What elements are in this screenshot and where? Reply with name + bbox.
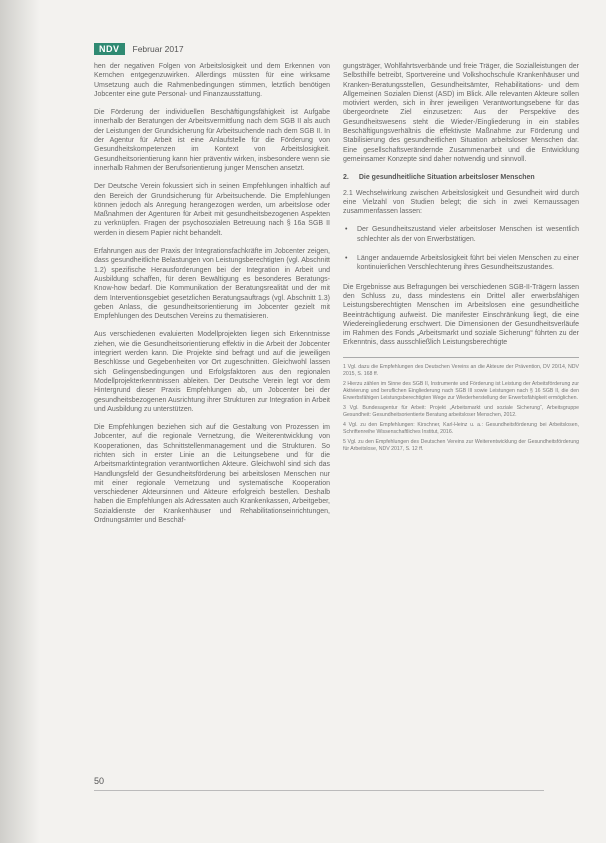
- footnote: 2 Hierzu zählen im Sinne des SGB II, Instrumente und Förderung ist Leistung der Arbeitsförderung zur Aktivierung und beruflichen Eingliederung nach SGB III sowie Leistungen nach § 16 SGB II, die den Erwerbsfähigen Leistungsberechtigten Wege zur Wiederherstellung der Erwerbsfähigkeit ermöglichen.: [343, 380, 579, 401]
- footnote: 1 Vgl. dazu die Empfehlungen des Deutschen Vereins an die Akteure der Prävention, DV 20/14, NDV 2015, S. 168 ff.: [343, 363, 579, 377]
- paragraph: gungsträger, Wohlfahrtsverbände und freie Träger, die Sozialleistungen der Selbsthilfe betreibt, Sportvereine und Volkshochschule Krankenhäuser und Kranken-Beratungsstellen, Gesundheitsämter, Rehabilitations- und dem Allgemeinen Sozialen Dienst (ASD) im Blick. Alle relevanten Akteure sollen motiviert werden, sich in ihrer jeweiligen Verantwortungsebene für das übergeordnete Ziel einzusetzen: Aus der Perspektive des Gesundheitswesens steht die Wieder-/Eingliederung in ein stabiles Beschäftigungsverhältnis die effektivste Maßnahme zur Förderung und Stabilisierung des gesundheitlichen Situation arbeitsloser Menschen dar. Eine gesellschaftsverändernde Zusammenarbeit und die Entwicklung gemeinsamer Konzepte sind daher notwendig und sinnvoll.: [343, 63, 579, 163]
- right-column: [343, 62, 579, 456]
- paragraph: Der Deutsche Verein fokussiert sich in seinen Empfehlungen inhaltlich auf den Bereich der Grundsicherung für Arbeitsuchende. Die Empfehlungen können jedoch als Anregung herangezogen werden, um arbeitslose oder Maßnahmen der Agenturen für Arbeit mit gesundheitsbezogenen Aspekten zu verknüpfen. Fragen der psychosozialen Betreuung nach § 16a SGB II werden in diesem Papier nicht behandelt.: [94, 183, 330, 237]
- page-header: [94, 42, 184, 56]
- paragraph: Die Förderung der individuellen Beschäftigungsfähigkeit ist Aufgabe innerhalb der Beratungen der Arbeitsvermittlung nach dem SGB II als auch der Leistungen der Grundsicherung für Arbeitsuchende nach dem SGB II. In der Agentur für Arbeit ist eine Anlaufstelle für die Förderung von Gesundheitskompetenzen im Kontext von Arbeitslosigkeit. Gesundheitsorientierung kann hier präventiv wirken, insbesondere wenn sie innerhalb Rahmen der Berufsorientierung junger Menschen ansetzt.: [94, 109, 330, 172]
- footnote: 5 Vgl. zu den Empfehlungen des Deutschen Vereins zur Weiterentwicklung der Gesundheitsförderung für Arbeitslose, NDV 2017, S. 12 ff.: [343, 438, 579, 452]
- left-column: [94, 62, 330, 534]
- section-number: 2.: [343, 174, 349, 182]
- footnote: 3 Vgl. Bundesagentur für Arbeit: Projekt „Arbeitsmarkt und soziale Sicherung“, Arbeitsgruppe Gesundheit: Gesundheitsorientierte Beratung arbeitsloser Menschen, 2012.: [343, 404, 579, 418]
- section-title: Die gesundheitliche Situation arbeitsloser Menschen: [358, 174, 535, 182]
- footer-rule: [94, 790, 544, 791]
- issue-label: Februar 2017: [132, 44, 184, 54]
- bullet-list: [343, 225, 579, 272]
- bullet-item: • Länger andauernde Arbeitslosigkeit führt bei vielen Menschen zu einer kontinuierlichen Verschlechterung ihres Gesundheitszustandes.: [343, 254, 579, 273]
- paragraph: 2.1 Wechselwirkung zwischen Arbeitslosigkeit und Gesundheit wird durch eine Vielzahl von Studien belegt; die sich in zwei Kernaussagen zusammenfassen lassen:: [343, 189, 579, 216]
- paragraph: Die Ergebnisse aus Befragungen bei verschiedenen SGB-II-Trägern lassen den Schluss zu, dass mindestens ein Drittel aller erwerbsfähigen Leistungsberechtigten Menschen im Arbeitslosen eine gesundheitliche Beeinträchtigung aufweist. Die manifester Einschränkung liegt, die eine Wiedereingliederung erschwert. Die Dimensionen der Gesundheitsverläufe im Rahmen des Fonds „Arbeitsmarkt und soziale Sicherung“ führten zu der Erkenntnis, dass ausschließlich Leistungsberechtigte: [343, 283, 579, 347]
- footnotes: [343, 357, 579, 453]
- section-heading: [343, 173, 579, 182]
- paragraph: Aus verschiedenen evaluierten Modellprojekten liegen sich Erkenntnisse ziehen, wie die Gesundheitsorientierung effektiv in die Arbeit der Jobcenter integriert werden kann. Die Projekte sind befragt und auf die jeweiligen Beschlüsse und Gegebenheiten vor Ort zugeschnitten. Gleichwohl lassen sich Gelingensbedingungen und Erfolgsfaktoren aus den regionalen Modellprojekterkenntnissen ableiten. Der Deutsche Verein legt vor dem Hintergrund dieser Praxis Empfehlungen ab, um Jobcenter bei der gesundheitsbezogenen Ausrichtung ihrer Strukturen zur Integration in Arbeit und Ausbildung zu unterstützen.: [94, 331, 330, 413]
- paragraph: Die Empfehlungen beziehen sich auf die Gestaltung von Prozessen im Jobcenter, auf die regionale Vernetzung, die Weiterentwicklung von Kooperationen, das Schnittstellenmanagement und die Strukturen. So richten sich in erster Linie an die Leitungsebene und für die Arbeitsmarktintegration verantwortlichen Akteure. Gleichwohl sind sich das Handlungsfeld der Gesundheitsförderung bei arbeitslosen Menschen nur mit einer regionale Vernetzung und systematische Kooperation verschiedener Akteursinnen und Akteure erfolgreich bestellen. Deshalb haben die Empfehlungen als Adressaten auch Krankenkassen, Arbeitgeber, Sozialdienste der Krankenhäuser und Rehabilitationseinrichtungen, Ordnungsämter und Beschäf-: [94, 424, 330, 525]
- paragraph: hen der negativen Folgen von Arbeitslosigkeit und dem Erkennen von Kernchen entgegenzuwirken. Allerdings müssten für eine wirksame Umsetzung auch die Rahmenbedingungen stimmen, letztlich benötigen Jobcenter eine gute Personal- und Finanzausstattung.: [94, 63, 330, 98]
- page-number: 50: [94, 776, 105, 786]
- bullet-item: • Der Gesundheitszustand vieler arbeitsloser Menschen ist wesentlich schlechter als der von Erwerbstätigen.: [343, 225, 579, 244]
- footnote: 4 Vgl. zu den Empfehlungen: Kirschner, Karl-Heinz u. a.: Gesundheitsförderung bei Arbeitslosen, Schriftenreihe Wissenschaftliches Institut, 2016.: [343, 421, 579, 435]
- page-gutter-shadow: [0, 0, 40, 843]
- journal-logo: NDV: [94, 43, 125, 55]
- paragraph: Erfahrungen aus der Praxis der Integrationsfachkräfte im Jobcenter zeigen, dass gesundheitliche Belastungen von Leistungsberechtigten (vgl. Abschnitt 1.2) spezifische Herausforderungen bei der Integration in Arbeit und Ausbildung schaffen, für deren Bewältigung es besonderes Beratungs-Know-how bedarf. Die Kommunikation der Beratungsrealität und der mit dem Interventionsgebiet gesetzlichen Beratungsauftrags (vgl. Abschnitt 1.3) geben Anlass, die gesundheitsorientierung im Jobcenter gezielt mit Empfehlungen des Deutschen Vereins zu thematisieren.: [94, 248, 330, 321]
